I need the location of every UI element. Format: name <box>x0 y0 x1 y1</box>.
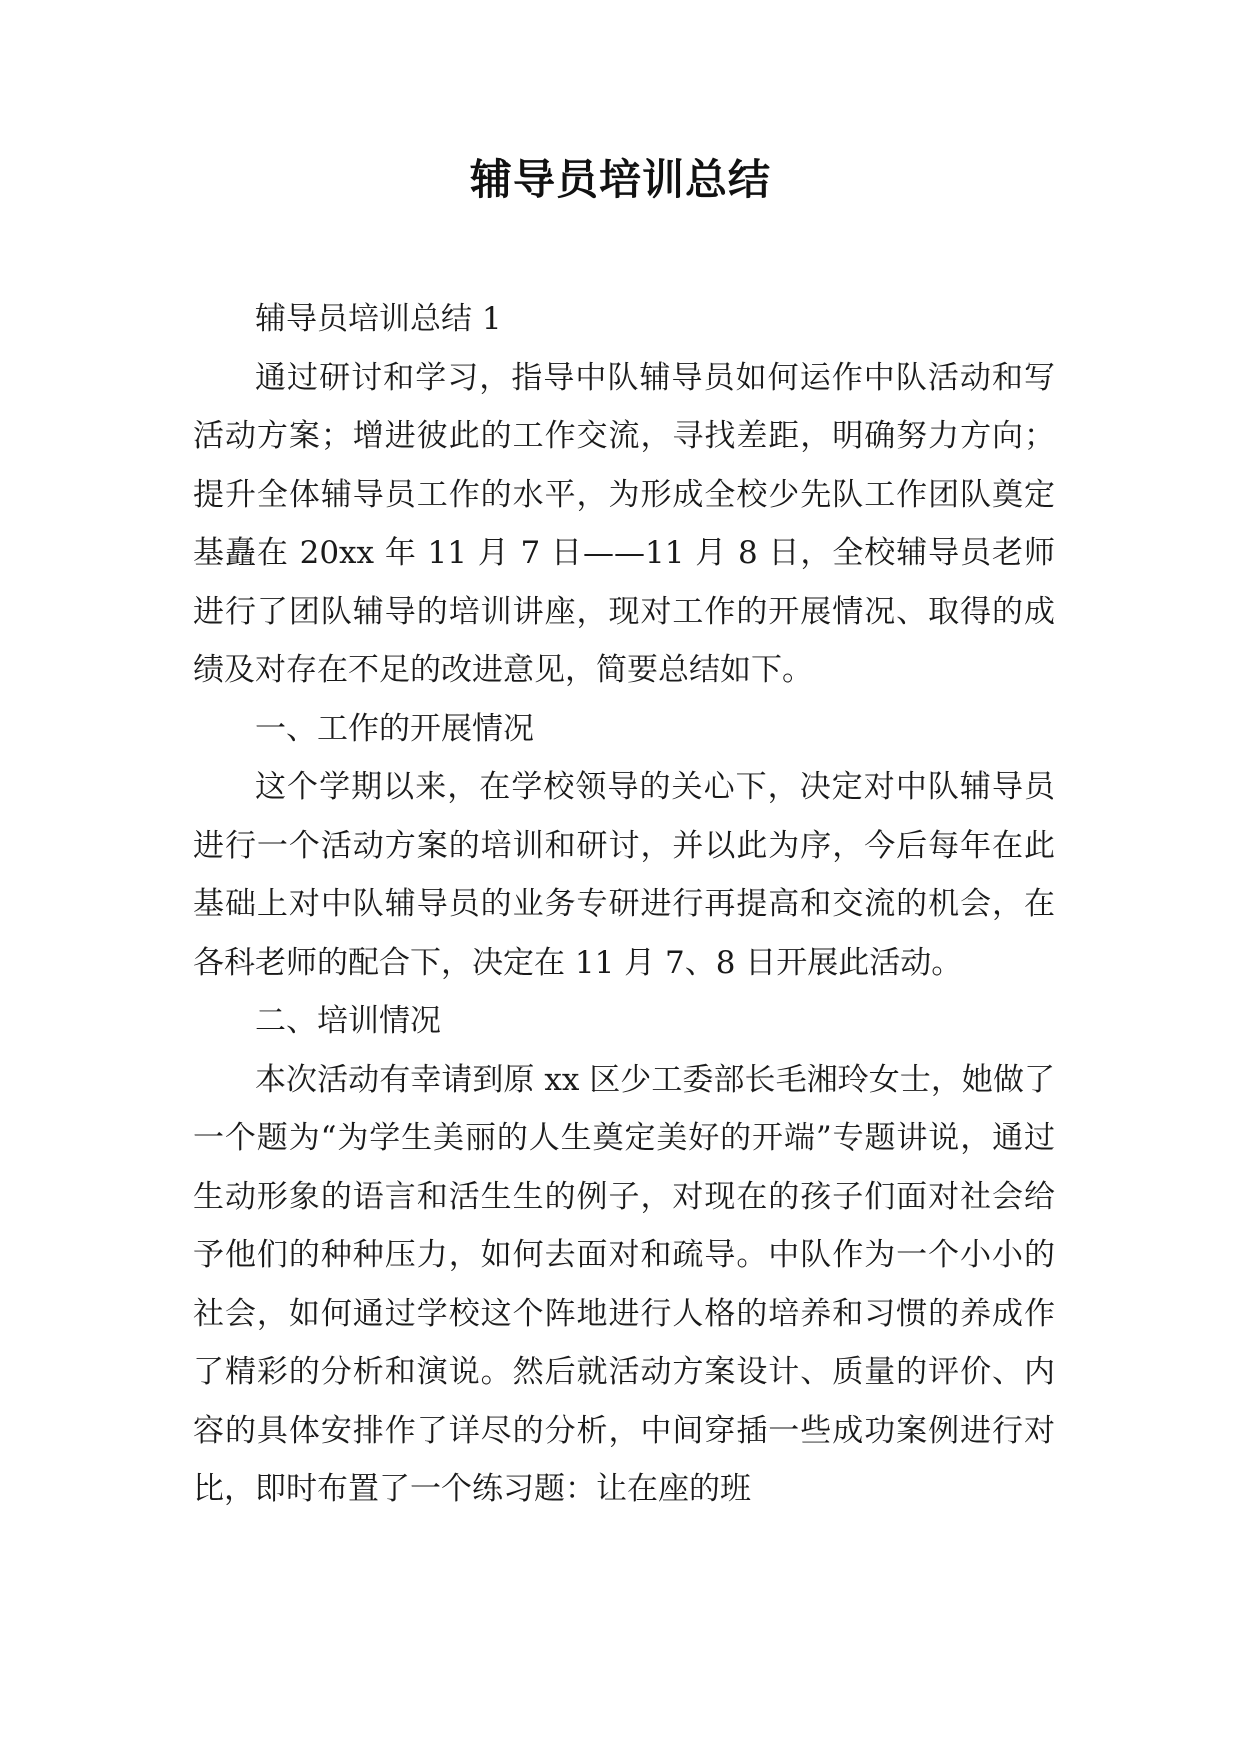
paragraph: 这个学期以来，在学校领导的关心下，决定对中队辅导员进行一个活动方案的培训和研讨，并以此为序，今后每年在此基础上对中队辅导员的业务专研进行再提高和交流的机会，在各科老师的配合下，决定在 11 月 7、8 日开展此活动。 <box>193 769 1055 981</box>
paragraph: 本次活动有幸请到原 xx 区少工委部长毛湘玲女士，她做了一个题为“为学生美丽的人生奠定美好的开端”专题讲说，通过生动形象的语言和活生生的例子，对现在的孩子们面对社会给予他们的种种压力，如何去面对和疏导。中队作为一个小小的社会，如何通过学校这个阵地进行人格的培养和习惯的养成作了精彩的分析和演说。然后就活动方案设计、质量的评价、内容的具体安排作了详尽的分析，中间穿插一些成功案例进行对比，即时布置了一个练习题：让在座的班 <box>193 1061 1055 1507</box>
section-heading: 二、培训情况 <box>255 1003 441 1039</box>
section-heading: 一、工作的开展情况 <box>255 710 534 747</box>
paragraph: 通过研讨和学习，指导中队辅导员如何运作中队活动和写活动方案；增进彼此的工作交流，寻找差距，明确努力方向；提升全体辅导员工作的水平，为形成全校少先队工作团队奠定基矗在 20xx 年 11 月 7 日——11 月 8 日，全校辅导员老师进行了团队辅导的培训讲座，现对工作的开展情况、取得的成绩及对存在不足的改进意见，简要总结如下。 <box>193 359 1055 688</box>
document-body <box>193 290 1055 1519</box>
section-heading: 辅导员培训总结 1 <box>255 301 502 337</box>
document-title: 辅导员培训总结 <box>469 155 771 204</box>
